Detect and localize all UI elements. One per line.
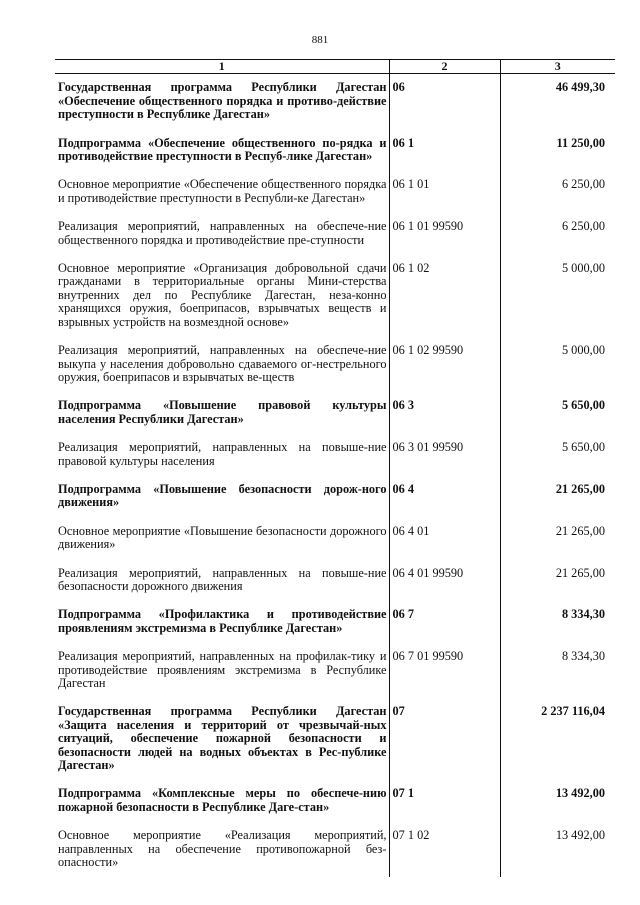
row-amount-cell: 5 000,00 xyxy=(500,337,615,392)
row-amount-cell: 2 237 116,04 xyxy=(500,698,615,780)
row-amount-cell: 13 492,00 xyxy=(500,822,615,877)
table-row xyxy=(55,337,615,392)
row-name-cell: Подпрограмма «Обеспечение общественного по-рядка и противодействие преступности в Респуб-лике Дагестан» xyxy=(58,135,387,164)
table-header-row xyxy=(55,60,615,74)
row-name-cell: Реализация мероприятий, направленных на профилак-тику и противодействие проявлениям экстремизма в Республике Дагестан xyxy=(58,649,387,690)
row-code-cell: 06 4 01 xyxy=(389,518,500,560)
row-name-cell: Подпрограмма «Комплексные меры по обеспече-нию пожарной безопасности в Республике Даге-стан» xyxy=(58,786,387,814)
row-code-cell: 06 4 xyxy=(389,476,500,518)
row-code-cell: 06 1 02 xyxy=(389,255,500,337)
table-row xyxy=(55,560,615,602)
table-row xyxy=(55,130,615,172)
row-name-cell: Основное мероприятие «Обеспечение общественного порядка и противодействие преступности в Республи-ке Дагестан» xyxy=(58,177,387,205)
table-row xyxy=(55,392,615,434)
table-row xyxy=(55,213,615,255)
row-name-cell: Подпрограмма «Повышение правовой культуры населения Республики Дагестан» xyxy=(58,398,387,426)
row-name-cell: Реализация мероприятий, направленных на обеспече-ние общественного порядка и противодействие пре-ступности xyxy=(58,219,387,247)
row-code-cell: 07 1 02 xyxy=(389,822,500,877)
row-name-cell: Реализация мероприятий, направленных на обеспече-ние выкупа у населения добровольно сдаваемого ог-нестрельного оружия, боеприпасов и взрывчатых ве-ществ xyxy=(58,343,387,384)
row-code-cell: 06 xyxy=(389,74,500,130)
row-amount-cell: 21 265,00 xyxy=(500,518,615,560)
table-row xyxy=(55,255,615,337)
row-code-cell: 06 1 01 99590 xyxy=(389,213,500,255)
column-header-1: 1 xyxy=(55,60,389,74)
row-code-cell: 06 1 01 xyxy=(389,171,500,213)
row-amount-cell: 8 334,30 xyxy=(500,601,615,643)
table-row xyxy=(55,822,615,877)
row-amount-cell: 21 265,00 xyxy=(500,476,615,518)
row-name-cell: Основное мероприятие «Реализация мероприятий, направленных на обеспечение противопожарной без-опасности» xyxy=(58,828,387,870)
page-number: 881 xyxy=(311,34,329,46)
row-name-cell: Основное мероприятие «Повышение безопасности дорожного движения» xyxy=(58,523,387,552)
row-amount-cell: 6 250,00 xyxy=(500,213,615,255)
row-amount-cell: 11 250,00 xyxy=(500,130,615,172)
table-row xyxy=(55,780,615,822)
table-row xyxy=(55,601,615,643)
row-code-cell: 06 7 xyxy=(389,601,500,643)
row-amount-cell: 5 000,00 xyxy=(500,255,615,337)
row-code-cell: 06 7 01 99590 xyxy=(389,643,500,698)
row-name-cell: Реализация мероприятий, направленных на повыше-ние правовой культуры населения xyxy=(58,440,387,468)
row-name-cell: Подпрограмма «Повышение безопасности дорож-ного движения» xyxy=(58,481,387,510)
table-row xyxy=(55,518,615,560)
row-amount-cell: 13 492,00 xyxy=(500,780,615,822)
budget-table xyxy=(55,59,615,877)
row-amount-cell: 5 650,00 xyxy=(500,392,615,434)
row-code-cell: 06 3 xyxy=(389,392,500,434)
table-row xyxy=(55,74,615,130)
table-row xyxy=(55,476,615,518)
row-code-cell: 06 3 01 99590 xyxy=(389,434,500,476)
table-row xyxy=(55,434,615,476)
column-header-3: 3 xyxy=(500,60,615,74)
table-body xyxy=(55,74,615,878)
row-code-cell: 07 xyxy=(389,698,500,780)
table-row xyxy=(55,643,615,698)
row-amount-cell: 8 334,30 xyxy=(500,643,615,698)
row-code-cell: 07 1 xyxy=(389,780,500,822)
row-code-cell: 06 4 01 99590 xyxy=(389,560,500,602)
row-code-cell: 06 1 xyxy=(389,130,500,172)
row-name-cell: Реализация мероприятий, направленных на повыше-ние безопасности дорожного движения xyxy=(58,565,387,593)
row-amount-cell: 21 265,00 xyxy=(500,560,615,602)
row-name-cell: Государственная программа Республики Дагестан «Защита населения и территорий от чрезвычай-ных ситуаций, обеспечение пожарной безопасности и безопасности людей на водных объектах в Рес-публике Дагестан» xyxy=(58,704,387,773)
row-name-cell: Основное мероприятие «Организация добровольной сдачи гражданами в территориальные органы Мини-стерства внутренних дел по Республике Дагестан, неза-конно хранящихся оружия, боеприпасов, взрывчатых веществ и взрывных устройств на возмездной основе» xyxy=(58,261,387,329)
row-name-cell: Государственная программа Республики Дагестан «Обеспечение общественного порядка и противо-действие преступности в Республике Дагестан» xyxy=(58,80,387,122)
table-row xyxy=(55,171,615,213)
column-header-2: 2 xyxy=(389,60,500,74)
row-name-cell: Подпрограмма «Профилактика и противодействие проявлениям экстремизма в Республике Дагестан» xyxy=(58,607,387,635)
row-code-cell: 06 1 02 99590 xyxy=(389,337,500,392)
table-row xyxy=(55,698,615,780)
row-amount-cell: 6 250,00 xyxy=(500,171,615,213)
row-amount-cell: 46 499,30 xyxy=(500,74,615,130)
row-amount-cell: 5 650,00 xyxy=(500,434,615,476)
